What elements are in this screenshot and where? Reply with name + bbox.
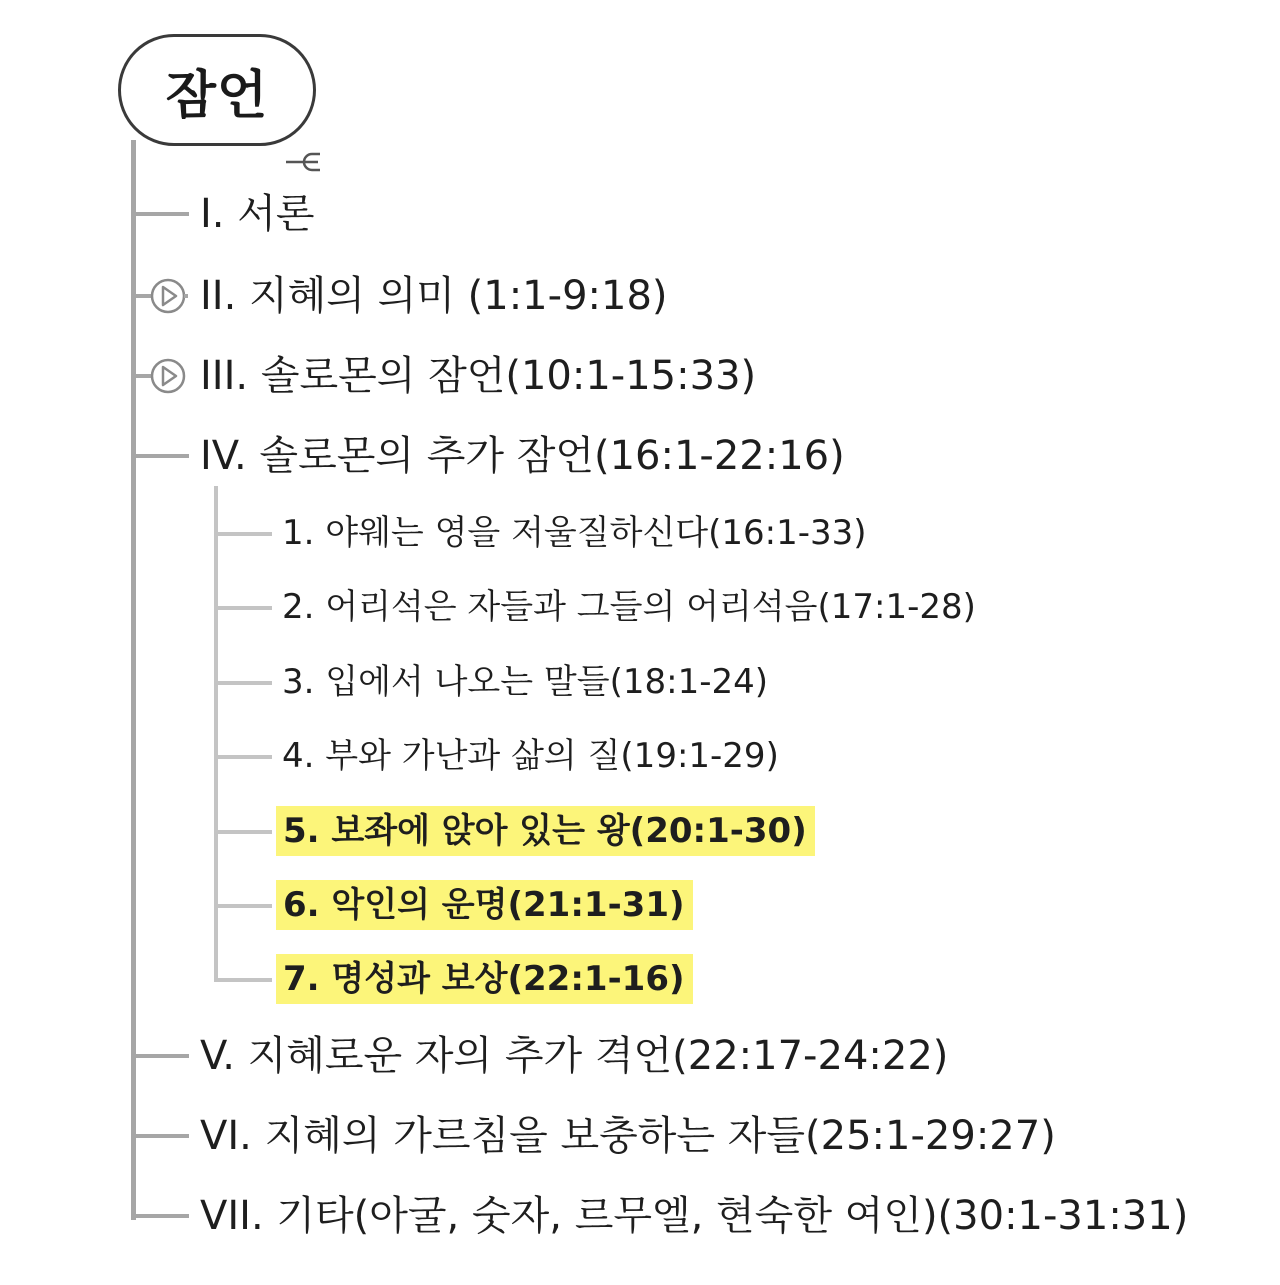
subsection-node-1[interactable]: 1. 야웨는 영을 저울질하신다(16:1-33) [282, 513, 867, 553]
sub-branch-line [214, 830, 272, 834]
section-node-5[interactable]: V. 지혜로운 자의 추가 격언(22:17-24:22) [200, 1033, 949, 1079]
root-title: 잠언 [165, 65, 269, 126]
sub-branch-line [214, 755, 272, 759]
subsection-node-6[interactable]: 6. 악인의 운명(21:1-31) [276, 880, 693, 930]
main-connector-line [131, 140, 136, 1220]
section-node-1[interactable]: I. 서론 [200, 191, 315, 237]
subsection-node-4[interactable]: 4. 부와 가난과 삶의 질(19:1-29) [282, 736, 779, 776]
subsection-node-2[interactable]: 2. 어리석은 자들과 그들의 어리석음(17:1-28) [282, 587, 976, 627]
sub-branch-line [214, 681, 272, 685]
expand-play-icon[interactable] [148, 276, 188, 316]
sub-branch-line [214, 978, 272, 982]
section-node-4[interactable]: IV. 솔로몬의 추가 잠언(16:1-22:16) [200, 433, 845, 479]
expand-play-icon[interactable] [148, 356, 188, 396]
subsection-node-5[interactable]: 5. 보좌에 앉아 있는 왕(20:1-30) [276, 806, 815, 856]
branch-line [131, 1214, 189, 1218]
branch-line [131, 454, 189, 458]
sub-branch-line [214, 532, 272, 536]
sub-branch-line [214, 606, 272, 610]
collapse-minus-icon[interactable] [286, 148, 326, 176]
sub-branch-line [214, 904, 272, 908]
branch-line [131, 212, 189, 216]
subsection-node-7[interactable]: 7. 명성과 보상(22:1-16) [276, 954, 693, 1004]
section-node-3[interactable]: III. 솔로몬의 잠언(10:1-15:33) [200, 353, 757, 399]
section-node-7[interactable]: VII. 기타(아굴, 숫자, 르무엘, 현숙한 여인)(30:1-31:31) [200, 1193, 1189, 1239]
root-node[interactable] [118, 34, 316, 146]
section-node-2[interactable]: II. 지혜의 의미 (1:1-9:18) [200, 273, 668, 319]
branch-line [131, 1134, 189, 1138]
subsection-node-3[interactable]: 3. 입에서 나오는 말들(18:1-24) [282, 662, 769, 702]
branch-line [131, 1054, 189, 1058]
section-node-6[interactable]: VI. 지혜의 가르침을 보충하는 자들(25:1-29:27) [200, 1113, 1056, 1159]
